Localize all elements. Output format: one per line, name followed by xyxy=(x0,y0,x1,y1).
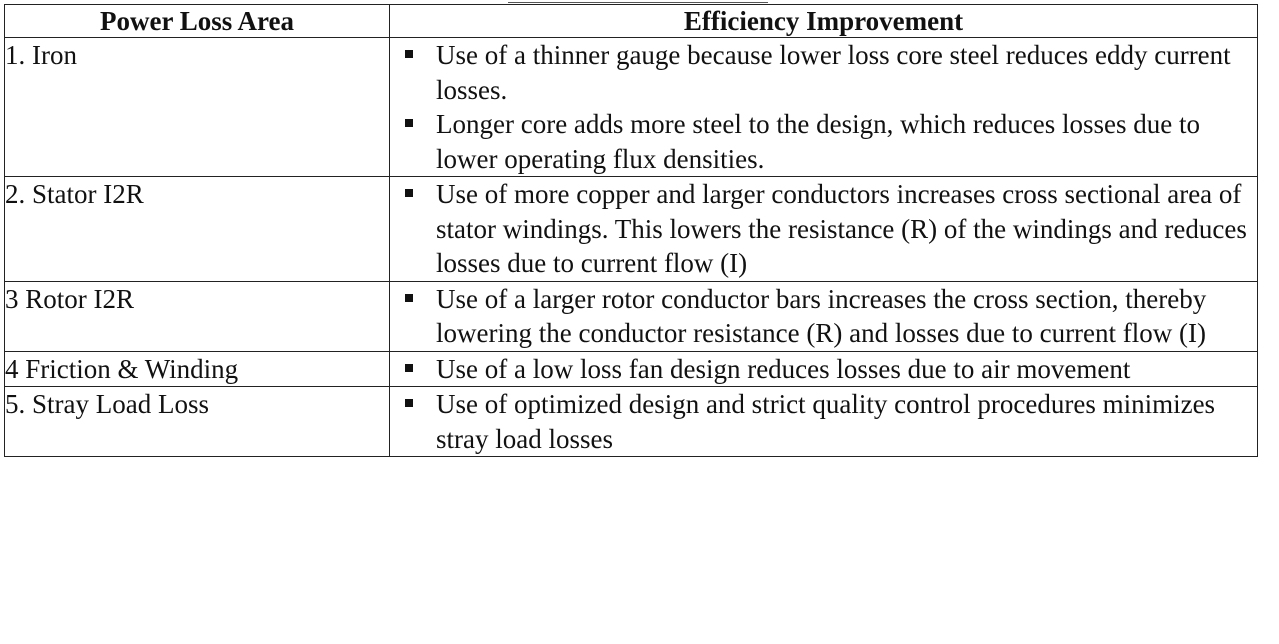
power-loss-area-cell: 1. Iron xyxy=(5,38,390,177)
bullet-text: Use of more copper and larger conductors increases cross sectional area of stator windings. This lowers the resistance (R) of the windings and reduces losses due to current flow (I) xyxy=(436,179,1247,278)
header-efficiency-improvement: Efficiency Improvement xyxy=(390,5,1258,38)
header-power-loss-area: Power Loss Area xyxy=(5,5,390,38)
efficiency-improvement-cell xyxy=(390,281,1258,351)
bullet-item xyxy=(390,177,1257,281)
bullet-item xyxy=(390,387,1257,456)
table-row xyxy=(5,351,1258,387)
bullet-text: Use of a larger rotor conductor bars increases the cross section, thereby lowering the conductor resistance (R) and losses due to current flow (I) xyxy=(436,283,1207,348)
bullet-item xyxy=(390,282,1257,351)
square-bullet-icon xyxy=(405,294,413,302)
table-row xyxy=(5,38,1258,177)
bullet-text: Use of a thinner gauge because lower loss core steel reduces eddy current losses. xyxy=(436,40,1231,105)
bullet-text: Longer core adds more steel to the design, which reduces losses due to lower operating flux densities. xyxy=(436,109,1201,174)
table-row xyxy=(5,177,1258,282)
square-bullet-icon xyxy=(405,50,413,58)
efficiency-improvement-cell xyxy=(390,38,1258,177)
bullet-text: Use of optimized design and strict quality control procedures minimizes stray load losses xyxy=(436,389,1216,454)
efficiency-improvement-cell xyxy=(390,177,1258,282)
efficiency-improvement-cell xyxy=(390,387,1258,457)
square-bullet-icon xyxy=(405,399,413,407)
power-loss-area-cell: 2. Stator I2R xyxy=(5,177,390,282)
bullet-list xyxy=(390,177,1257,281)
bullet-item xyxy=(390,107,1257,176)
bullet-list xyxy=(390,387,1257,456)
bullet-item xyxy=(390,352,1257,387)
bullet-text: Use of a low loss fan design reduces losses due to air movement xyxy=(436,353,1131,384)
bullet-list xyxy=(390,38,1257,176)
bullet-item xyxy=(390,38,1257,107)
efficiency-table xyxy=(4,4,1258,457)
power-loss-area-cell: 4 Friction & Winding xyxy=(5,351,390,387)
efficiency-improvement-cell xyxy=(390,351,1258,387)
square-bullet-icon xyxy=(405,189,413,197)
table-row xyxy=(5,281,1258,351)
square-bullet-icon xyxy=(405,119,413,127)
bullet-list xyxy=(390,282,1257,351)
power-loss-area-cell: 3 Rotor I2R xyxy=(5,281,390,351)
cropped-text-remnant xyxy=(508,0,768,3)
table-header-row xyxy=(5,5,1258,38)
square-bullet-icon xyxy=(405,364,413,372)
power-loss-area-cell: 5. Stray Load Loss xyxy=(5,387,390,457)
table-row xyxy=(5,387,1258,457)
bullet-list xyxy=(390,352,1257,387)
